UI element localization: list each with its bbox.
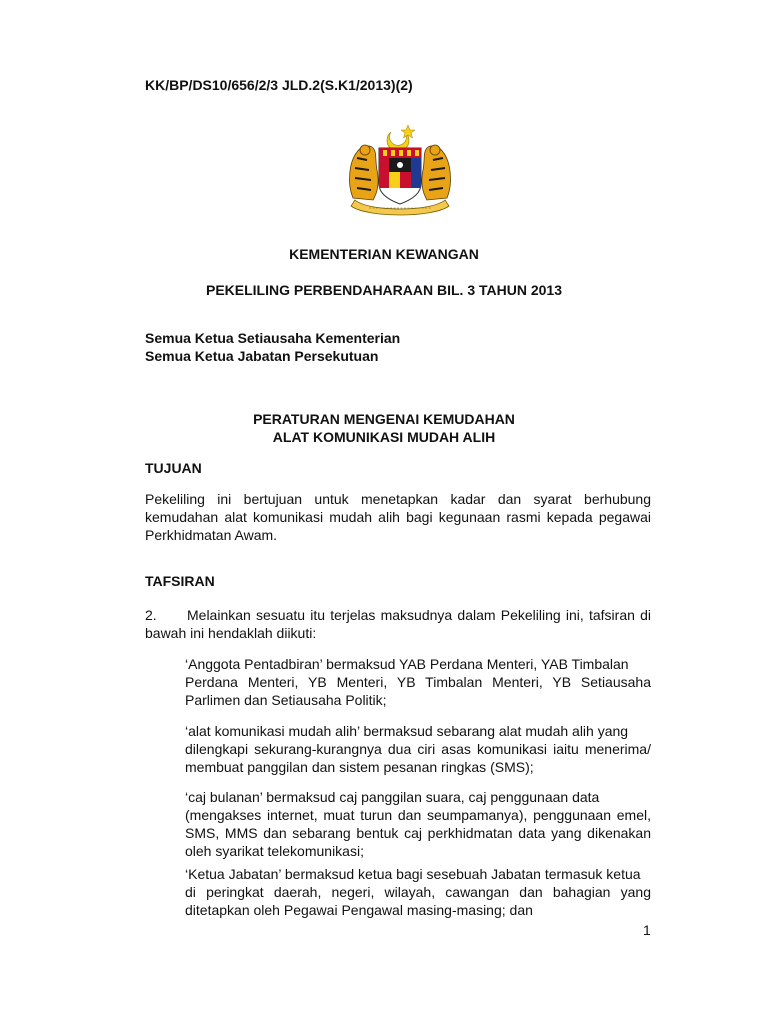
definition-first-line: ‘Anggota Pentadbiran’ bermaksud YAB Perdana Menteri, YAB Timbalan	[185, 656, 629, 672]
recipient-line: Semua Ketua Jabatan Persekutuan	[145, 348, 379, 364]
definition-first-line: ‘caj bulanan’ bermaksud caj panggilan suara, caj penggunaan data	[185, 789, 600, 805]
definition-rest: di peringkat daerah, negeri, wilayah, cawangan dan bahagian yang ditetapkan oleh Pegawai Pengawal masing-masing; dan	[185, 884, 651, 918]
paragraph-2-text: Melainkan sesuatu itu terjelas maksudnya dalam Pekeliling ini, tafsiran di bawah ini hendaklah diikuti:	[145, 607, 651, 641]
page-number: 1	[643, 922, 651, 938]
section-heading-tafsiran: TAFSIRAN	[145, 573, 215, 589]
subject-line-1: PERATURAN MENGENAI KEMUDAHAN	[253, 411, 515, 427]
reference-number: KK/BP/DS10/656/2/3 JLD.2(S.K1/2013)(2)	[145, 77, 413, 93]
definition-rest: Perdana Menteri, YB Menteri, YB Timbalan Menteri, YB Setiausaha Parlimen dan Setiausaha Politik;	[185, 674, 651, 708]
definition-item	[185, 655, 651, 709]
recipients-block	[145, 329, 400, 365]
section-heading-tujuan: TUJUAN	[145, 460, 202, 476]
definition-item	[185, 788, 651, 860]
paragraph-number: 2.	[145, 607, 157, 623]
tujuan-paragraph: Pekeliling ini bertujuan untuk menetapkan kadar dan syarat berhubung kemudahan alat komunikasi mudah alih bagi kegunaan rasmi kepada pegawai Perkhidmatan Awam.	[145, 491, 651, 543]
definition-first-line: ‘Ketua Jabatan’ bermaksud ketua bagi sesebuah Jabatan termasuk ketua	[185, 866, 641, 882]
definition-item	[185, 722, 651, 776]
recipient-line: Semua Ketua Setiausaha Kementerian	[145, 330, 401, 346]
subject-line-2: ALAT KOMUNIKASI MUDAH ALIH	[272, 429, 496, 445]
definition-rest: (mengakses internet, muat turun dan seumpamanya), penggunaan emel, SMS, MMS dan sebarang bentuk caj perkhidmatan data yang dikenakan oleh syarikat telekomunikasi;	[185, 807, 651, 859]
definition-item	[185, 865, 651, 919]
ministry-heading: KEMENTERIAN KEWANGAN	[289, 246, 479, 262]
definition-first-line: ‘alat komunikasi mudah alih’ bermaksud sebarang alat mudah alih yang	[185, 723, 629, 739]
definition-rest: dilengkapi sekurang-kurangnya dua ciri asas komunikasi iaitu menerima/ membuat panggilan dan sistem pesanan ringkas (SMS);	[185, 741, 651, 775]
circular-title: PEKELILING PERBENDAHARAAN BIL. 3 TAHUN 2013	[205, 282, 562, 298]
coat-of-arms-icon	[339, 118, 461, 218]
